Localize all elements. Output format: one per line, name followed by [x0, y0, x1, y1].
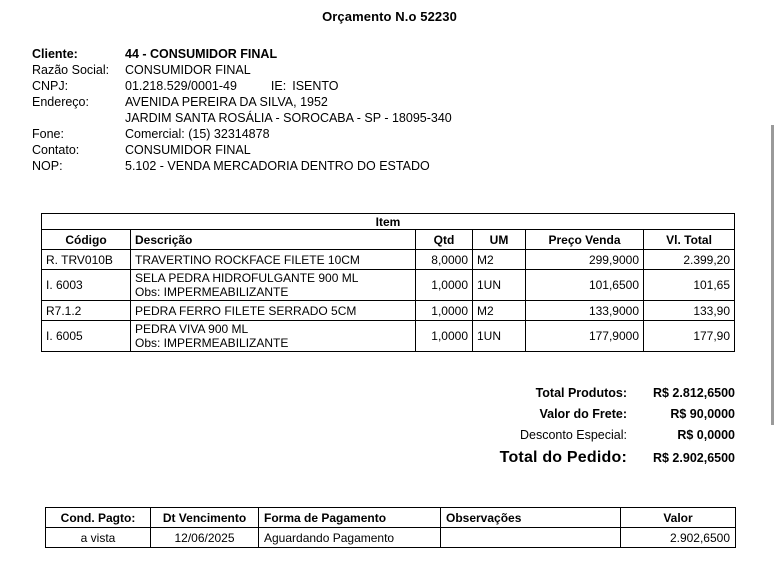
- item-total: 177,90: [644, 321, 735, 352]
- item-description: TRAVERTINO ROCKFACE FILETE 10CM: [135, 252, 360, 267]
- item-unit-price: 177,9000: [526, 321, 644, 352]
- customer-label-cliente: Cliente:: [32, 47, 78, 61]
- payment-header-row: [46, 508, 736, 528]
- customer-row-cnpj: [32, 79, 732, 95]
- customer-row-contato: [32, 143, 732, 159]
- item-description: PEDRA VIVA 900 ML: [135, 322, 249, 336]
- totals-value-frete: R$ 90,0000: [670, 407, 735, 421]
- payment-table: [45, 507, 736, 548]
- payment-value: 2.902,6500: [621, 528, 736, 548]
- totals-label-frete: Valor do Frete:: [539, 407, 627, 421]
- customer-row-endereco-line2: [32, 111, 732, 127]
- totals-label-produtos: Total Produtos:: [535, 386, 627, 400]
- table-row: [42, 301, 735, 321]
- item-description: PEDRA FERRO FILETE SERRADO 5CM: [135, 303, 357, 318]
- customer-row-razao-social: [32, 63, 732, 79]
- items-group-header-row: [42, 214, 735, 230]
- table-row: [42, 270, 735, 301]
- totals-row-frete: [420, 407, 735, 428]
- payment-col-cond-pagto: Cond. Pagto:: [46, 508, 151, 528]
- item-code: I. 6003: [42, 270, 131, 301]
- item-unit-price: 101,6500: [526, 270, 644, 301]
- item-code: R. TRV010B: [42, 250, 131, 270]
- item-qty: 1,0000: [416, 270, 473, 301]
- payment-condition: a vista: [46, 528, 151, 548]
- item-description: SELA PEDRA HIDROFULGANTE 900 ML: [135, 271, 359, 285]
- items-col-preco-venda: Preço Venda: [526, 230, 644, 250]
- item-qty: 1,0000: [416, 301, 473, 321]
- table-row: [42, 250, 735, 270]
- item-total: 133,90: [644, 301, 735, 321]
- item-code: I. 6005: [42, 321, 131, 352]
- customer-info-block: [32, 47, 732, 175]
- payment-col-dt-vencimento: Dt Vencimento: [151, 508, 259, 528]
- item-description-cell: [131, 270, 416, 301]
- customer-label-contato: Contato:: [32, 143, 80, 157]
- customer-row-fone: [32, 127, 732, 143]
- customer-row-nop: [32, 159, 732, 175]
- table-row: [42, 321, 735, 352]
- items-group-header: Item: [42, 214, 735, 230]
- vertical-scrollbar-track[interactable]: [766, 0, 779, 562]
- payment-col-forma-pagamento: Forma de Pagamento: [259, 508, 441, 528]
- totals-block: [420, 386, 735, 473]
- item-um: M2: [473, 301, 526, 321]
- customer-value-contato: CONSUMIDOR FINAL: [125, 143, 251, 157]
- page-title: Orçamento N.o 52230: [322, 9, 457, 24]
- customer-value-fone: Comercial: (15) 32314878: [125, 127, 270, 141]
- totals-label-pedido: Total do Pedido:: [499, 449, 627, 466]
- item-observation: Obs: IMPERMEABILIZANTE: [135, 285, 289, 299]
- item-observation: Obs: IMPERMEABILIZANTE: [135, 336, 289, 350]
- item-unit-price: 133,9000: [526, 301, 644, 321]
- customer-value-nop: 5.102 - VENDA MERCADORIA DENTRO DO ESTADO: [125, 159, 430, 173]
- customer-label-endereco: Endereço:: [32, 95, 89, 109]
- totals-value-pedido: R$ 2.902,6500: [652, 451, 735, 465]
- items-table: [41, 213, 735, 352]
- item-description-cell: [131, 301, 416, 321]
- items-col-descricao: Descrição: [131, 230, 416, 250]
- customer-value-ie: ISENTO: [292, 79, 339, 93]
- customer-label-ie: IE:: [270, 79, 287, 93]
- customer-row-cliente: [32, 47, 732, 63]
- totals-value-desconto: R$ 0,0000: [677, 428, 735, 442]
- payment-notes: [441, 528, 621, 548]
- item-total: 101,65: [644, 270, 735, 301]
- item-description-cell: [131, 321, 416, 352]
- customer-label-razao-social: Razão Social:: [32, 63, 110, 77]
- item-unit-price: 299,9000: [526, 250, 644, 270]
- items-col-um: UM: [473, 230, 526, 250]
- item-um: 1UN: [473, 270, 526, 301]
- customer-value-cliente: 44 - CONSUMIDOR FINAL: [125, 47, 278, 61]
- item-code: R7.1.2: [42, 301, 131, 321]
- customer-row-endereco: [32, 95, 732, 111]
- items-column-header-row: [42, 230, 735, 250]
- totals-value-produtos: R$ 2.812,6500: [652, 386, 735, 400]
- items-col-codigo: Código: [42, 230, 131, 250]
- totals-row-desconto: [420, 428, 735, 449]
- item-um: M2: [473, 250, 526, 270]
- payment-method: Aguardando Pagamento: [259, 528, 441, 548]
- item-qty: 8,0000: [416, 250, 473, 270]
- totals-label-desconto: Desconto Especial:: [519, 428, 627, 442]
- customer-value-razao-social: CONSUMIDOR FINAL: [125, 63, 251, 77]
- item-um: 1UN: [473, 321, 526, 352]
- customer-value-endereco-line2: JARDIM SANTA ROSÁLIA - SOROCABA - SP - 18095-340: [125, 111, 452, 125]
- payment-due-date: 12/06/2025: [151, 528, 259, 548]
- vertical-scrollbar-thumb[interactable]: [771, 125, 774, 425]
- customer-label-nop: NOP:: [32, 159, 63, 173]
- totals-row-produtos: [420, 386, 735, 407]
- item-description-cell: [131, 250, 416, 270]
- items-col-vl-total: Vl. Total: [644, 230, 735, 250]
- items-col-qtd: Qtd: [416, 230, 473, 250]
- item-total: 2.399,20: [644, 250, 735, 270]
- payment-col-observacoes: Observações: [441, 508, 621, 528]
- customer-label-fone: Fone:: [32, 127, 64, 141]
- customer-label-cnpj: CNPJ:: [32, 79, 69, 93]
- payment-col-valor: Valor: [621, 508, 736, 528]
- table-row: [46, 528, 736, 548]
- customer-value-endereco: AVENIDA PEREIRA DA SILVA, 1952: [125, 95, 328, 109]
- item-qty: 1,0000: [416, 321, 473, 352]
- totals-row-pedido: [420, 449, 735, 473]
- customer-value-cnpj: 01.218.529/0001-49: [125, 79, 237, 93]
